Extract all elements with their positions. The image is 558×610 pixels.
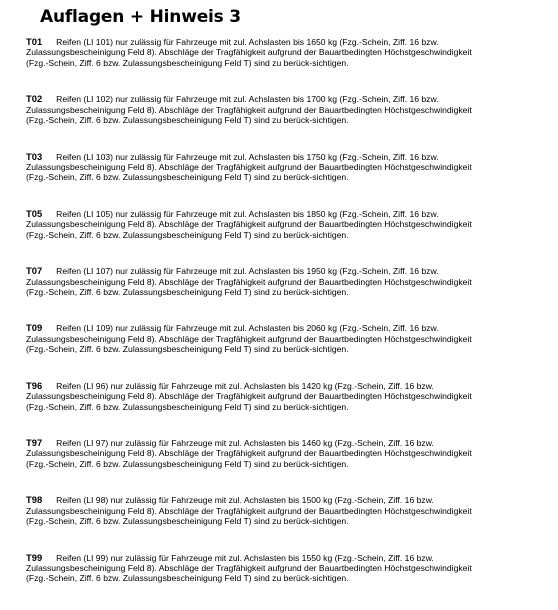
entry-code: T05 — [26, 208, 43, 219]
entry-t96 — [26, 381, 478, 438]
entry-t97 — [26, 438, 478, 495]
entry-code: T99 — [26, 552, 43, 563]
entry-code: T98 — [26, 495, 43, 506]
entry-t09 — [26, 323, 478, 380]
entry-text: Reifen (LI 101) nur zulässig für Fahrzeuge mit zul. Achslasten bis 1650 kg (Fzg.-Schein, Ziff. 16 bzw. Zulassungsbescheinigung Feld 8). Abschläge der Tragfähigkeit aufgrund der Bauartbedingten Höchstgeschwindigkeit (Fzg.-Schein, Ziff. 6 bzw. Zulassungsbescheinigung Feld T) sind zu berück-sichtigen. — [26, 37, 472, 68]
entry-t03 — [26, 152, 478, 209]
entry-text: Reifen (LI 97) nur zulässig für Fahrzeuge mit zul. Achslasten bis 1460 kg (Fzg.-Schein, Ziff. 16 bzw. Zulassungsbescheinigung Feld 8). Abschläge der Tragfähigkeit aufgrund der Bauartbedingten Höchstgeschwindigkeit (Fzg.-Schein, Ziff. 6 bzw. Zulassungsbescheinigung Feld T) sind zu berück-sichtigen. — [26, 438, 472, 469]
entry-t05 — [26, 209, 478, 266]
entry-t01 — [26, 37, 478, 94]
entry-t99 — [26, 553, 478, 610]
entry-text: Reifen (LI 102) nur zulässig für Fahrzeuge mit zul. Achslasten bis 1700 kg (Fzg.-Schein, Ziff. 16 bzw. Zulassungsbescheinigung Feld 8). Abschläge der Tragfähigkeit aufgrund der Bauartbedingten Höchstgeschwindigkeit (Fzg.-Schein, Ziff. 6 bzw. Zulassungsbescheinigung Feld T) sind zu berück-sichtigen. — [26, 94, 472, 126]
entry-t07 — [26, 266, 478, 323]
entry-text: Reifen (LI 96) nur zulässig für Fahrzeuge mit zul. Achslasten bis 1420 kg (Fzg.-Schein, Ziff. 16 bzw. Zulassungsbescheinigung Feld 8). Abschläge der Tragfähigkeit aufgrund der Bauartbedingten Höchstgeschwindigkeit (Fzg.-Schein, Ziff. 6 bzw. Zulassungsbescheinigung Feld T) sind zu berück-sichtigen. — [26, 380, 472, 412]
entry-text: Reifen (LI 109) nur zulässig für Fahrzeuge mit zul. Achslasten bis 2060 kg (Fzg.-Schein, Ziff. 16 bzw. Zulassungsbescheinigung Feld 8). Abschläge der Tragfähigkeit aufgrund der Bauartbedingten Höchstgeschwindigkeit (Fzg.-Schein, Ziff. 6 bzw. Zulassungsbescheinigung Feld T) sind zu berück-sichtigen. — [26, 323, 472, 355]
entry-text: Reifen (LI 105) nur zulässig für Fahrzeuge mit zul. Achslasten bis 1850 kg (Fzg.-Schein, Ziff. 16 bzw. Zulassungsbescheinigung Feld 8). Abschläge der Tragfähigkeit aufgrund der Bauartbedingten Höchstgeschwindigkeit (Fzg.-Schein, Ziff. 6 bzw. Zulassungsbescheinigung Feld T) sind zu berück-sichtigen. — [26, 208, 472, 240]
entry-code: T01 — [26, 37, 43, 47]
entry-list — [26, 37, 478, 610]
entry-text: Reifen (LI 98) nur zulässig für Fahrzeuge mit zul. Achslasten bis 1500 kg (Fzg.-Schein, Ziff. 16 bzw. Zulassungsbescheinigung Feld 8). Abschläge der Tragfähigkeit aufgrund der Bauartbedingten Höchstgeschwindigkeit (Fzg.-Schein, Ziff. 6 bzw. Zulassungsbescheinigung Feld T) sind zu berück-sichtigen. — [26, 495, 472, 527]
entry-code: T03 — [26, 151, 43, 162]
page-title: Auflagen + Hinweis 3 — [40, 7, 241, 27]
entry-text: Reifen (LI 103) nur zulässig für Fahrzeuge mit zul. Achslasten bis 1750 kg (Fzg.-Schein, Ziff. 16 bzw. Zulassungsbescheinigung Feld 8). Abschläge der Tragfähigkeit aufgrund der Bauartbedingten Höchstgeschwindigkeit (Fzg.-Schein, Ziff. 6 bzw. Zulassungsbescheinigung Feld T) sind zu berück-sichtigen. — [26, 151, 472, 183]
entry-code: T97 — [26, 438, 43, 449]
entry-code: T09 — [26, 323, 43, 334]
entry-text: Reifen (LI 107) nur zulässig für Fahrzeuge mit zul. Achslasten bis 1950 kg (Fzg.-Schein, Ziff. 16 bzw. Zulassungsbescheinigung Feld 8). Abschläge der Tragfähigkeit aufgrund der Bauartbedingten Höchstgeschwindigkeit (Fzg.-Schein, Ziff. 6 bzw. Zulassungsbescheinigung Feld T) sind zu berück-sichtigen. — [26, 266, 472, 297]
entry-code: T02 — [26, 94, 43, 105]
entry-code: T07 — [26, 266, 43, 277]
entry-t98 — [26, 495, 478, 552]
entry-t02 — [26, 94, 478, 151]
entry-text: Reifen (LI 99) nur zulässig für Fahrzeuge mit zul. Achslasten bis 1550 kg (Fzg.-Schein, Ziff. 16 bzw. Zulassungsbescheinigung Feld 8). Abschläge der Tragfähigkeit aufgrund der Bauartbedingten Höchstgeschwindigkeit (Fzg.-Schein, Ziff. 6 bzw. Zulassungsbescheinigung Feld T) sind zu berück-sichtigen. — [26, 552, 472, 584]
entry-code: T96 — [26, 380, 43, 391]
